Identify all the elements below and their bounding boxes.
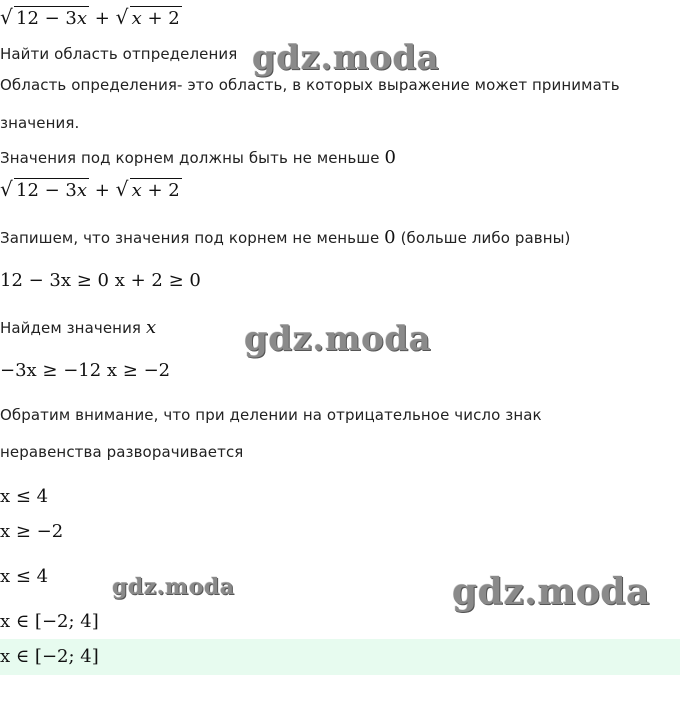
watermark-1: gdz.moda	[252, 38, 440, 78]
sqrt-term-1-repeat: √ 12 − 3x	[0, 177, 88, 201]
find-x-text: Найдем значения x	[0, 317, 157, 338]
inequalities-line-2: −3x ≥ −12 x ≥ −2	[0, 360, 171, 381]
result-line-4: x ∈ [−2; 4]	[0, 611, 99, 632]
root-condition-text: Значения под корнем должны быть не меньше 0	[0, 147, 397, 168]
write-condition-text: Запишем, что значения под корнем не меньше 0 (больше либо равны)	[0, 227, 571, 248]
domain-definition-text-cont: значения.	[0, 114, 80, 132]
watermark-2: gdz.moda	[244, 319, 432, 359]
result-line-3: x ≤ 4	[0, 566, 49, 587]
sqrt-term-1: √ 12 − 3x	[0, 5, 88, 29]
result-line-2: x ≥ −2	[0, 521, 64, 542]
inequalities-line-1: 12 − 3x ≥ 0 x + 2 ≥ 0	[0, 270, 201, 291]
watermark-3: gdz.moda	[112, 574, 235, 600]
sqrt-term-2: √ x + 2	[115, 5, 180, 29]
watermark-4: gdz.moda	[452, 571, 650, 613]
sign-flip-text: Обратим внимание, что при делении на отрицательное число знак	[0, 406, 542, 424]
find-domain-text: Найти область отпределения	[0, 45, 238, 63]
domain-definition-text: Область определения- это область, в которых выражение может принимать	[0, 76, 620, 94]
expression-line-1: √ 12 − 3x + √ x + 2	[0, 5, 180, 29]
final-answer: x ∈ [−2; 4]	[0, 646, 99, 667]
sign-flip-text-cont: неравенства разворачивается	[0, 443, 244, 461]
sqrt-term-2-repeat: √ x + 2	[115, 177, 180, 201]
result-line-1: x ≤ 4	[0, 486, 49, 507]
answer-highlight	[0, 639, 680, 675]
expression-line-2: √ 12 − 3x + √ x + 2	[0, 177, 180, 201]
